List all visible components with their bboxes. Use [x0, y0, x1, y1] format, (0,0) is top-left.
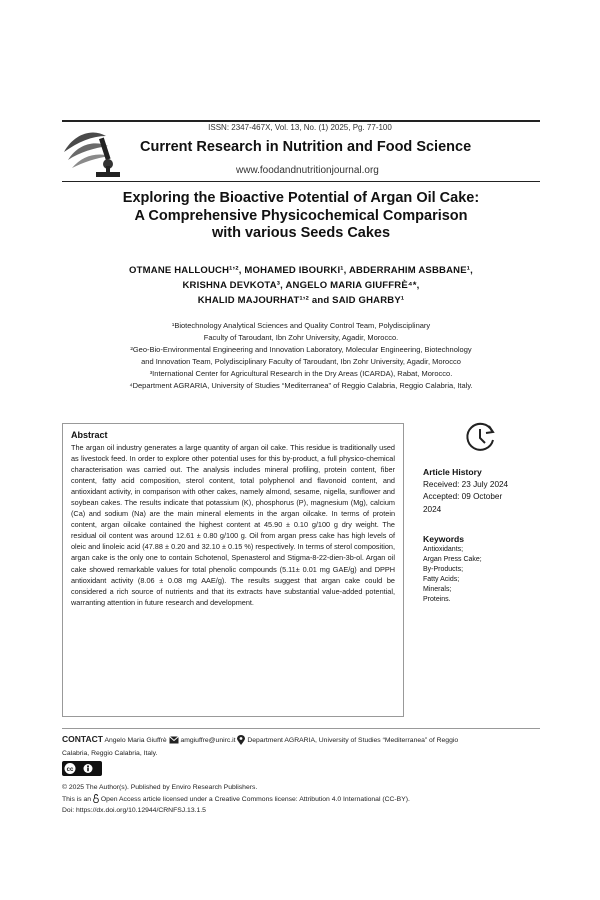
open-access-text: Open Access article licensed under a Creative Commons license: Attribution 4.0 International (CC-BY). [100, 795, 410, 803]
author-list [62, 263, 540, 308]
author-line: KRISHNA DEVKOTA³, ANGELO MARIA GIUFFRÈ⁴*, [182, 280, 420, 291]
clock-icon [463, 420, 497, 454]
license-block [62, 782, 540, 817]
top-rule [62, 120, 540, 122]
article-title [62, 190, 540, 243]
license-prefix: This is an [62, 795, 92, 803]
contact-label: CONTACT [62, 734, 103, 744]
doi-link[interactable]: Doi: https://dx.doi.org/10.12944/CRNFSJ.13.1.5 [62, 807, 206, 814]
accepted-year: 2024 [423, 504, 442, 514]
title-line: Exploring the Bioactive Potential of Argan Oil Cake: [122, 190, 480, 206]
affiliation-line: ³International Center for Agricultural Research in the Dry Areas (ICARDA), Rabat, Morocco. [149, 369, 453, 378]
creative-commons-icon[interactable] [62, 761, 102, 776]
journal-name: Current Research in Nutrition and Food Science [140, 139, 472, 155]
contact-address-cont: Calabria, Reggio Calabria, Italy. [62, 750, 158, 757]
title-line: A Comprehensive Physicochemical Comparison [134, 207, 468, 224]
contact-name: Angelo Maria Giuffrè [104, 737, 167, 744]
journal-logo-icon [62, 126, 124, 180]
contact-email[interactable]: amgiuffre@unirc.it [180, 737, 236, 744]
affiliation-line: ²Geo-Bio-Environmental Engineering and Innovation Laboratory, Molecular Engineering, Biotechnology [130, 345, 472, 354]
affiliation-line: and Innovation Team, Polydisciplinary Faculty of Taroudant, Ibn Zohr University, Agadir, Morocco [141, 357, 461, 366]
issn-line: ISSN: 2347-467X, Vol. 13, No. (1) 2025, Pg. 77-100 [208, 123, 392, 132]
keyword-item: Antioxidants; [423, 546, 464, 553]
contact-rule [62, 728, 540, 729]
affiliations [62, 320, 540, 392]
contact-block [62, 733, 540, 760]
copyright-line: © 2025 The Author(s). Published by Enviro Research Publishers. [62, 784, 258, 791]
article-history [423, 466, 508, 516]
keywords-heading: Keywords [423, 534, 465, 544]
keyword-item: Proteins. [423, 596, 451, 603]
journal-url[interactable]: www.foodandnutritionjournal.org [236, 165, 379, 176]
history-heading: Article History [423, 467, 482, 477]
accepted-date: Accepted: 09 October [423, 492, 503, 501]
location-pin-icon [237, 735, 245, 745]
open-access-lock-icon [93, 794, 99, 803]
title-line: with various Seeds Cakes [211, 225, 391, 241]
abstract-heading: Abstract [71, 430, 108, 440]
author-line: OTMANE HALLOUCH¹ʼ², MOHAMED IBOURKI¹, ABDERRAHIM ASBBANE¹, [129, 265, 473, 276]
keyword-item: Argan Press Cake; [423, 556, 482, 563]
header-rule [62, 181, 540, 182]
affiliation-line: Faculty of Taroudant, Ibn Zohr University, Agadir, Morocco. [203, 333, 399, 342]
abstract-box [62, 423, 404, 717]
keyword-item: Minerals; [423, 586, 452, 593]
keywords [423, 533, 482, 605]
affiliation-line: ⁴Department AGRARIA, University of Studies “Mediterranea” of Reggio Calabria, Reggio Calabria, Italy. [129, 381, 473, 390]
contact-address: Department AGRARIA, University of Studies “Mediterranea” of Reggio [247, 737, 459, 744]
email-icon [169, 736, 179, 744]
keyword-item: Fatty Acids; [423, 576, 460, 583]
abstract-text: The argan oil industry generates a large quantity of argan oil cake. This residue is traditionally used as livestock feed. In order to explore other potential uses for this by-product, a full physico-chemical characterisation was carried out. The analysis includes mineral profiling, protein content, fiber content, fatty acid composition, sterol content, total polyphenol and flavonoid content, and antioxidant activity, in comparison with other cakes, namely almond, sesame, nigella, sunflower and soybean cakes. The results indicate that potassium (K), phosphorus (P), magnesium (Mg), calcium (Ca) and sodium (Na) are the main mineral elements in the argan oilcake. In terms of protein content, argan oilcake contained the highest content at 45.90 ± 0.10 g/100 g dry weight. The residual oil content was around 12.61 ± 0.80 g/100 g. Oil from argan press cake has high levels of oleic and linoleic acid (47.88 ± 0.20 and 32.10 ± 0.15 %) respectively. In terms of sterol composition, argan cake is the only one to contain Schotenol, Spenasterol and Stigma-8-22-dien-3b-ol. Argan oil cake showed remarkable values for total phenolic compounds (5.11± 0.01 mg GAE/g) and DPPH antioxidant activity (8.06 ± 0.08 mg AAE/g). The results suggest that argan cake could be considered a rich source of nutrients and that its extracts have substantial value-added potential, warranting attention in future research and development. [71, 443, 395, 607]
affiliation-line: ¹Biotechnology Analytical Sciences and Quality Control Team, Polydisciplinary [171, 321, 431, 330]
cc-badge-text: cc [66, 767, 74, 773]
received-date: Received: 23 July 2024 [423, 479, 509, 489]
keyword-item: By-Products; [423, 566, 464, 573]
author-line: KHALID MAJOURHAT¹ʼ² and SAID GHARBY¹ [197, 295, 405, 306]
